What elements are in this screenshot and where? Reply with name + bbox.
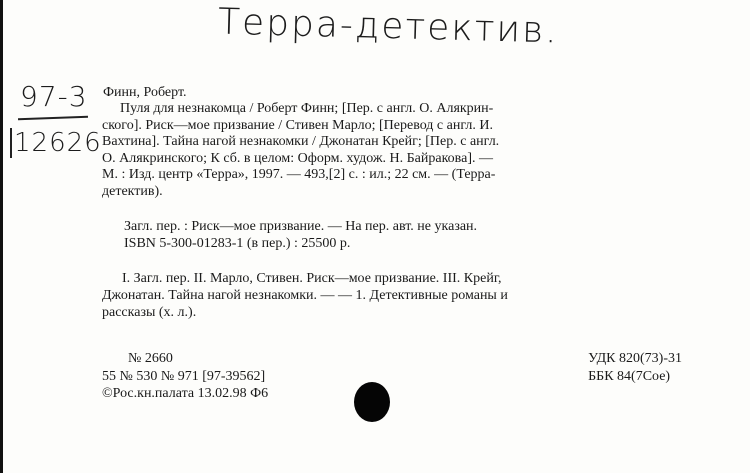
description-line: Вахтина]. Тайна нагой незнакомки / Джонатан Крейг; [Пер. с англ. [102, 134, 500, 150]
handwritten-shelfmark-top: 97-3 [20, 80, 88, 113]
bibliographic-description [102, 101, 682, 201]
scan-edge [0, 0, 3, 473]
bbk-code: ББК 84(7Сое) [588, 368, 671, 384]
description-line: О. Алякринского; К сб. в целом: Оформ. худож. Н. Байракова]. — [102, 150, 493, 166]
tracing-block [102, 270, 508, 321]
classification-block [588, 350, 682, 385]
punch-hole [354, 382, 390, 422]
description-line: детектив). [102, 183, 163, 199]
author-heading: Финн, Роберт. [103, 85, 187, 100]
card-number: № 2660 [128, 351, 173, 366]
note-line: Загл. пер. : Риск—мое призвание. — На пер. авт. не указан. [124, 219, 478, 234]
notes-block [102, 218, 477, 252]
order-numbers: 55 № 530 № 971 [97-39562] [102, 368, 266, 384]
chamber-imprint: ©Рос.кн.палата 13.02.98 Ф6 [102, 386, 269, 401]
handwritten-bracket [10, 128, 12, 158]
udc-code: УДК 820(73)-31 [588, 351, 682, 366]
handwritten-shelfmark-bottom: 12626 [14, 128, 102, 158]
handwritten-divider [18, 116, 88, 120]
tracing-line: Джонатан. Тайна нагой незнакомки. — — 1. Детективные романы и [102, 288, 508, 303]
tracing-line: рассказы (х. л.). [102, 305, 197, 320]
description-line: М. : Изд. центр «Терра», 1997. — 493,[2] с. : ил.; 22 см. — (Терра- [102, 167, 496, 183]
isbn-line: ISBN 5-300-01283-1 (в пер.) : 25500 р. [124, 236, 351, 251]
tracing-line: I. Загл. пер. II. Марло, Стивен. Риск—мое призвание. III. Крейг, [122, 271, 502, 286]
handwritten-series-title: Терра-детектив. [217, 1, 560, 52]
description-line: ского]. Риск—мое призвание / Стивен Марло; [Перевод с англ. И. [102, 117, 493, 133]
registration-block [102, 350, 268, 403]
description-line: Пуля для незнакомца / Роберт Финн; [Пер. с англ. О. Алякрин- [120, 101, 494, 116]
